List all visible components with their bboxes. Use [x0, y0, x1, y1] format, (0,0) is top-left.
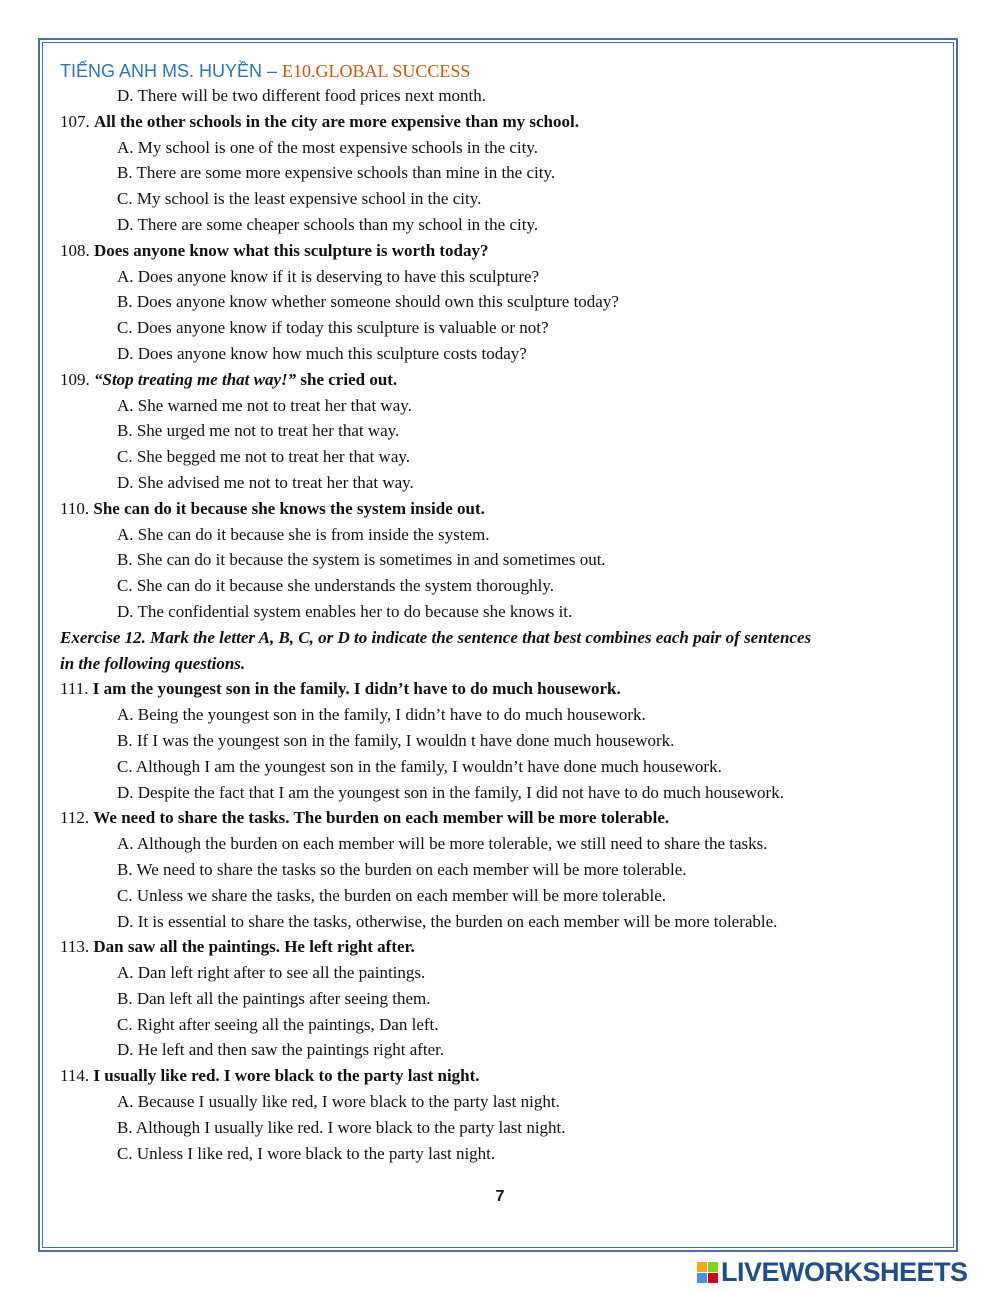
answer-option: D. It is essential to share the tasks, otherwise, the burden on each member will be more tolerable.	[117, 911, 778, 931]
answer-option: D. There are some cheaper schools than my school in the city.	[117, 214, 539, 234]
question-text: Does anyone know what this sculpture is worth today?	[94, 240, 489, 260]
answer-option: A. Being the youngest son in the family, I didn’t have to do much housework.	[117, 705, 646, 725]
answer-option: D. The confidential system enables her to do because she knows it.	[117, 601, 573, 621]
question-stem	[60, 238, 940, 264]
logo-text: LIVEWORKSHEETS	[721, 1256, 968, 1287]
question-text: I usually like red. I wore black to the party last night.	[93, 1066, 480, 1086]
answer-option: B. Dan left all the paintings after seeing them.	[117, 988, 431, 1008]
question-stem	[60, 934, 940, 960]
question-stem	[60, 496, 940, 522]
question-text: We need to share the tasks. The burden on each member will be more tolerable.	[93, 808, 670, 828]
answer-option: B. Does anyone know whether someone should own this sculpture today?	[117, 292, 619, 312]
worksheet-content	[60, 83, 940, 1166]
logo-block	[697, 1273, 707, 1283]
answer-option: D. Despite the fact that I am the youngest son in the family, I did not have to do much housework.	[117, 782, 784, 802]
answer-option: B. She can do it because the system is sometimes in and sometimes out.	[117, 550, 606, 570]
answer-option: C. My school is the least expensive school in the city.	[117, 189, 482, 209]
question-stem	[60, 109, 940, 135]
logo-block	[697, 1262, 707, 1272]
question-text: All the other schools in the city are more expensive than my school.	[94, 111, 579, 131]
answer-option: C. Right after seeing all the paintings, Dan left.	[117, 1014, 439, 1034]
answer-option: D. He left and then saw the paintings right after.	[117, 1040, 445, 1060]
header-brand: TIẾNG ANH MS. HUYỀN –	[60, 61, 283, 81]
question-stem	[60, 367, 940, 393]
answer-option: A. She can do it because she is from inside the system.	[117, 524, 490, 544]
question-quote: “Stop treating me that way!”	[94, 369, 297, 389]
logo-block	[708, 1273, 718, 1283]
answer-option: A. My school is one of the most expensive schools in the city.	[117, 137, 539, 157]
question-number: 112.	[60, 808, 94, 828]
answer-option: A. Does anyone know if it is deserving to have this sculpture?	[117, 266, 540, 286]
answer-option: C. She can do it because she understands the system thoroughly.	[117, 576, 555, 596]
answer-option: B. There are some more expensive schools than mine in the city.	[117, 163, 556, 183]
answer-option: B. We need to share the tasks so the burden on each member will be more tolerable.	[117, 859, 687, 879]
question-number: 113.	[60, 937, 94, 957]
question-number: 108.	[60, 240, 94, 260]
answer-option: A. She warned me not to treat her that way.	[117, 395, 412, 415]
answer-option: B. She urged me not to treat her that way.	[117, 421, 400, 441]
question-number: 107.	[60, 111, 94, 131]
answer-option: C. She begged me not to treat her that way.	[117, 447, 411, 467]
page-number: 7	[495, 1188, 505, 1205]
answer-option: D. Does anyone know how much this sculpture costs today?	[117, 343, 527, 363]
question-text: She can do it because she knows the system inside out.	[93, 498, 485, 518]
question-number: 114.	[60, 1066, 94, 1086]
question-number: 111.	[60, 679, 93, 699]
answer-option: C. Although I am the youngest son in the family, I wouldn’t have done much housework.	[117, 756, 722, 776]
answer-option: C. Does anyone know if today this sculpture is valuable or not?	[117, 318, 549, 338]
header-course: E10.GLOBAL SUCCESS	[282, 61, 471, 81]
answer-option: C. Unless I like red, I wore black to the party last night.	[117, 1143, 496, 1163]
question-number: 110.	[60, 498, 94, 518]
answer-option: A. Dan left right after to see all the paintings.	[117, 963, 426, 983]
exercise-instruction: Exercise 12. Mark the letter A, B, C, or D to indicate the sentence that best combines each pair of sentences	[60, 627, 812, 647]
question-text: I am the youngest son in the family. I didn’t have to do much housework.	[92, 679, 621, 699]
answer-option: B. Although I usually like red. I wore black to the party last night.	[117, 1117, 566, 1137]
exercise-instruction: in the following questions.	[60, 653, 246, 673]
answer-option: B. If I was the youngest son in the family, I wouldn t have done much housework.	[117, 730, 675, 750]
answer-option: C. Unless we share the tasks, the burden on each member will be more tolerable.	[117, 885, 667, 905]
logo-blocks-icon	[697, 1262, 718, 1283]
page-header	[60, 60, 470, 82]
answer-option: A. Although the burden on each member will be more tolerable, we still need to share the tasks.	[117, 834, 768, 854]
answer-option: A. Because I usually like red, I wore black to the party last night.	[117, 1092, 560, 1112]
question-stem	[60, 805, 940, 831]
question-text: she cried out.	[296, 369, 398, 389]
question-number: 109.	[60, 369, 94, 389]
answer-option: D. There will be two different food prices next month.	[117, 86, 487, 105]
logo-block	[708, 1262, 718, 1272]
question-text: Dan saw all the paintings. He left right after.	[93, 937, 415, 957]
question-stem	[60, 676, 940, 702]
question-stem	[60, 1063, 940, 1089]
liveworksheets-logo	[697, 1257, 968, 1287]
answer-option: D. She advised me not to treat her that way.	[117, 472, 414, 492]
